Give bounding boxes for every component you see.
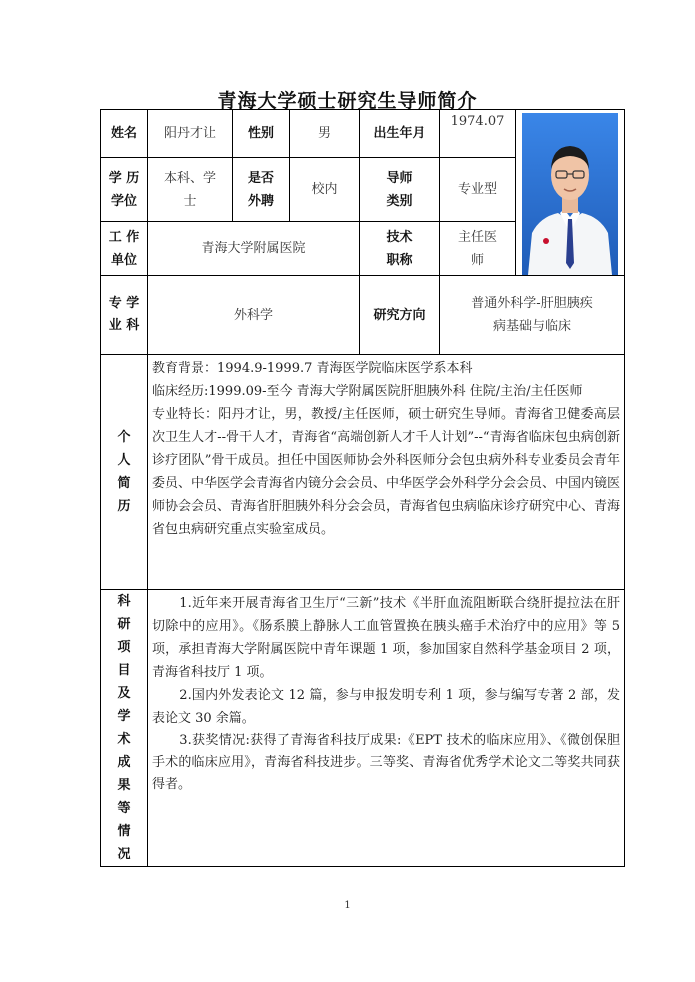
- achievement-item: 1.近年来开展青海省卫生厅“三新”技术《半肝血流阻断联合绕肝提拉法在肝切除中的应用》。《肠系膜上静脉人工血管置换在胰头癌手术治疗中的应用》等 5 项，承担青海大学附属医院中青年课题 1 项，参加国家自然科学基金项目 2 项，青海省科技厅 1 项。: [152, 596, 620, 680]
- achievements-text: [148, 590, 625, 867]
- achievements-label: 科 研 项 目 及 学 术 成 果 等 情 况: [101, 590, 148, 867]
- profile-text: [148, 355, 625, 590]
- page-number: 1: [344, 900, 351, 911]
- education-label: 学 历 学位: [101, 158, 148, 222]
- name-value: 阳丹才让: [148, 110, 233, 158]
- name-label: 姓名: [101, 110, 148, 158]
- external-label: 是否 外聘: [233, 158, 290, 222]
- achievement-item: 3.获奖情况:获得了青海省科技厅成果:《EPT 技术的临床应用》、《微创保胆手术的临床应用》，青海省科技进步。三等奖、青海省优秀学术论文二等奖共同获得者。: [152, 733, 620, 792]
- profile-table: [100, 109, 625, 867]
- clinical-experience: 临床经历:1999.09-至今 青海大学附属医院肝胆胰外科 住院/主治/主任医师: [152, 384, 583, 399]
- research-label: 研究方向: [360, 276, 440, 355]
- gender-value: 男: [290, 110, 360, 158]
- tech-title-value: 主任医 师: [440, 222, 516, 276]
- work-unit-label: 工 作 单位: [101, 222, 148, 276]
- research-value: 普通外科学-肝胆胰疾 病基础与临床: [440, 276, 625, 355]
- birth-label: 出生年月: [360, 110, 440, 158]
- education-background: 教育背景：1994.9-1999.7 青海医学院临床医学系本科: [152, 361, 473, 376]
- achievement-item: 2.国内外发表论文 12 篇，参与申报发明专利 1 项，参与编写专著 2 部，发表论文 30 余篇。: [152, 688, 620, 726]
- birth-value: 1974.07: [440, 110, 516, 158]
- education-value: 本科、学 士: [148, 158, 233, 222]
- major-label: 专 学 业 科: [101, 276, 148, 355]
- page-title: 青海大学硕士研究生导师简介: [217, 90, 478, 112]
- portrait-photo: [522, 113, 618, 275]
- photo-cell: [516, 110, 625, 276]
- major-value: 外科学: [148, 276, 360, 355]
- external-value: 校内: [290, 158, 360, 222]
- profile-label: 个 人 简 历: [101, 355, 148, 590]
- specialty: 专业特长：阳丹才让，男，教授/主任医师，硕士研究生导师。青海省卫健委高层次卫生人才--骨干人才，青海省“高端创新人才千人计划”--“青海省临床包虫病创新诊疗团队”骨干成员。担任中国医师协会外科医师分会包虫病外科专业委员会青年委员、中华医学会青海省内镜分会会员、中华医学会外科学分会会员、中国内镜医师协会会员、青海省肝胆胰外科分会会员，青海省包虫病临床诊疗研究中心、青海省包虫病研究重点实验室成员。: [152, 407, 621, 537]
- work-unit-value: 青海大学附属医院: [148, 222, 360, 276]
- supervisor-type-value: 专业型: [440, 158, 516, 222]
- tech-title-label: 技术 职称: [360, 222, 440, 276]
- gender-label: 性别: [233, 110, 290, 158]
- supervisor-type-label: 导师 类别: [360, 158, 440, 222]
